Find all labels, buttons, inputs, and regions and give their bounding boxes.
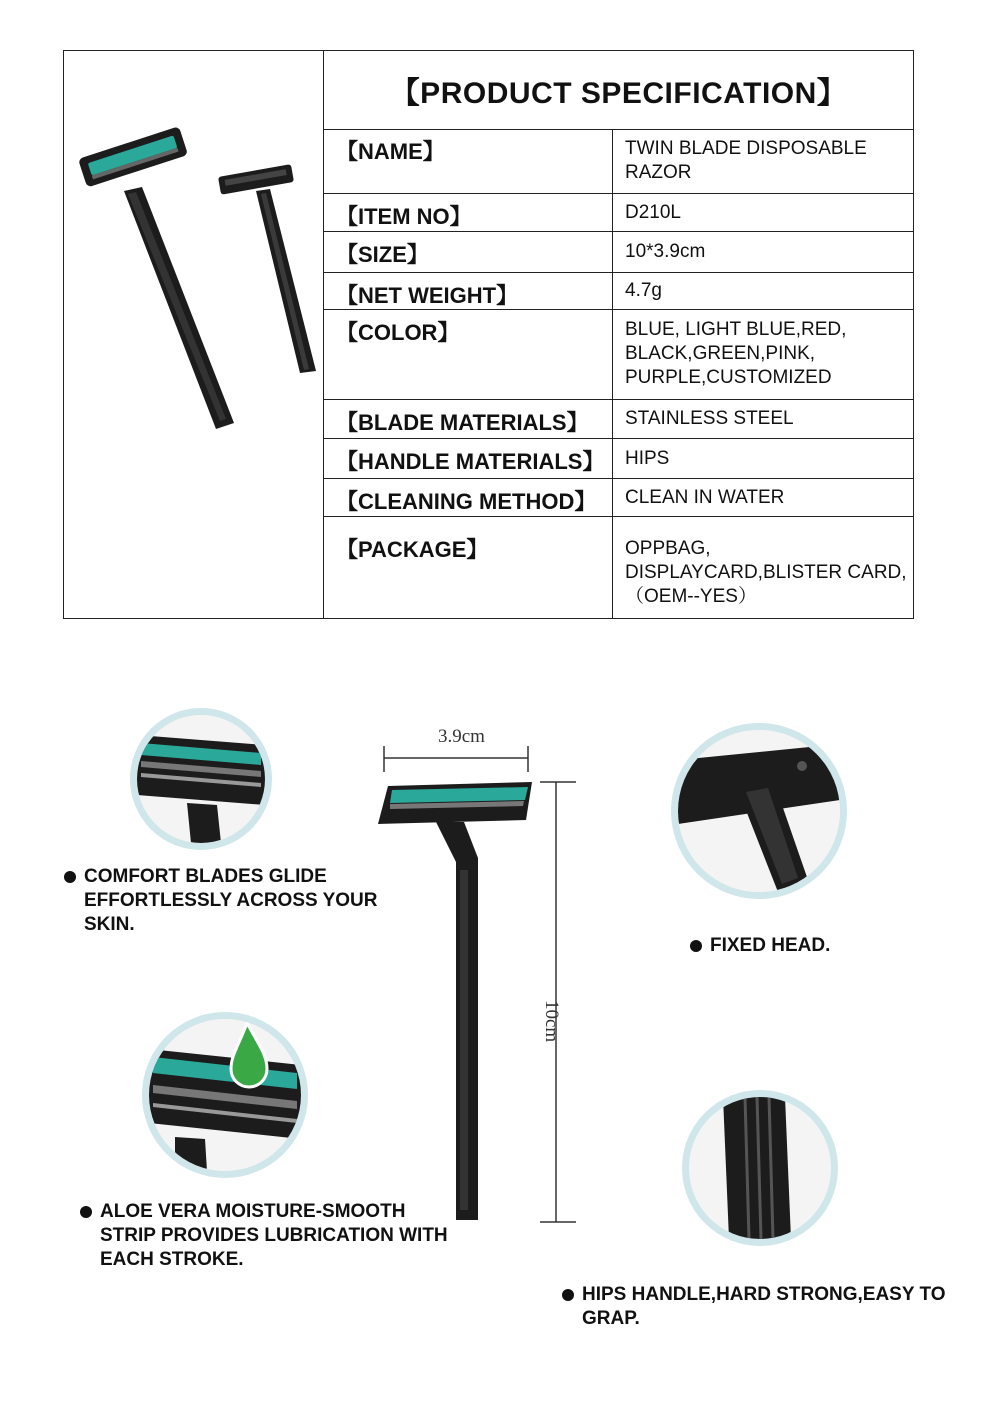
feature-blades: [64, 865, 384, 937]
spec-value: 4.7g: [625, 280, 662, 301]
spec-label: 【PACKAGE】: [324, 517, 613, 618]
blades-closeup-image: [137, 715, 265, 843]
width-dimension-label: 3.9cm: [438, 726, 485, 747]
feature-handle: [562, 1283, 982, 1331]
spec-row-color: [324, 310, 913, 400]
bullet-dot: [64, 871, 76, 883]
feature-head-text: FIXED HEAD.: [710, 935, 831, 956]
bullet-dot: [80, 1206, 92, 1218]
length-dimension-label: 10cm: [541, 1000, 562, 1043]
feature-handle-text: HIPS HANDLE,HARD STRONG,EASY TO GRAP.: [582, 1284, 946, 1329]
spec-label: 【CLEANING METHOD】: [324, 479, 613, 516]
aloe-detail-circle: [142, 1012, 308, 1178]
feature-blades-text: COMFORT BLADES GLIDE EFFORTLESSLY ACROSS YOUR SKIN.: [84, 866, 378, 935]
product-image-cell: [64, 51, 324, 618]
bullet-dot: [690, 940, 702, 952]
handle-closeup-image: [689, 1097, 831, 1239]
spec-value: TWIN BLADE DISPOSABLE RAZOR: [625, 138, 867, 183]
spec-row-size: [324, 232, 913, 273]
bullet-dot: [562, 1289, 574, 1301]
handle-detail-circle: [682, 1090, 838, 1246]
spec-value: OPPBAG, DISPLAYCARD,BLISTER CARD, （OEM--YES）: [625, 538, 907, 607]
spec-label: 【SIZE】: [324, 232, 613, 272]
aloe-closeup-image: [149, 1019, 301, 1171]
spec-row-net-weight: [324, 273, 913, 310]
spec-value: BLUE, LIGHT BLUE,RED, BLACK,GREEN,PINK, PURPLE,CUSTOMIZED: [625, 319, 847, 388]
spec-row-cleaning-method: [324, 479, 913, 517]
spec-row-name: [324, 129, 913, 194]
feature-head: [690, 934, 930, 958]
spec-row-handle-materials: [324, 439, 913, 479]
spec-label: 【NAME】: [324, 129, 613, 193]
spec-title: 【PRODUCT SPECIFICATION】: [324, 51, 913, 130]
spec-row-package: [324, 517, 913, 618]
spec-value: CLEAN IN WATER: [625, 486, 785, 508]
spec-row-item-no: [324, 194, 913, 232]
spec-label: 【BLADE MATERIALS】: [324, 400, 613, 438]
spec-label: 【NET WEIGHT】: [324, 273, 613, 309]
head-detail-circle: [671, 723, 847, 899]
spec-value: D210L: [625, 201, 681, 223]
spec-value: 10*3.9cm: [625, 241, 706, 262]
spec-label: 【HANDLE MATERIALS】: [324, 439, 613, 478]
spec-row-blade-materials: [324, 400, 913, 439]
spec-table: [63, 50, 914, 619]
razor-pair-image: [64, 51, 322, 618]
spec-value: STAINLESS STEEL: [625, 408, 794, 429]
feature-aloe-text: ALOE VERA MOISTURE-SMOOTH STRIP PROVIDES LUBRICATION WITH EACH STROKE.: [100, 1201, 448, 1270]
fixed-head-closeup-image: [678, 730, 840, 892]
spec-label: 【COLOR】: [324, 310, 613, 399]
spec-label: 【ITEM NO】: [324, 194, 613, 231]
blades-detail-circle: [130, 708, 272, 850]
spec-value: HIPS: [625, 447, 670, 469]
razor-dimension-diagram: [360, 730, 590, 1240]
